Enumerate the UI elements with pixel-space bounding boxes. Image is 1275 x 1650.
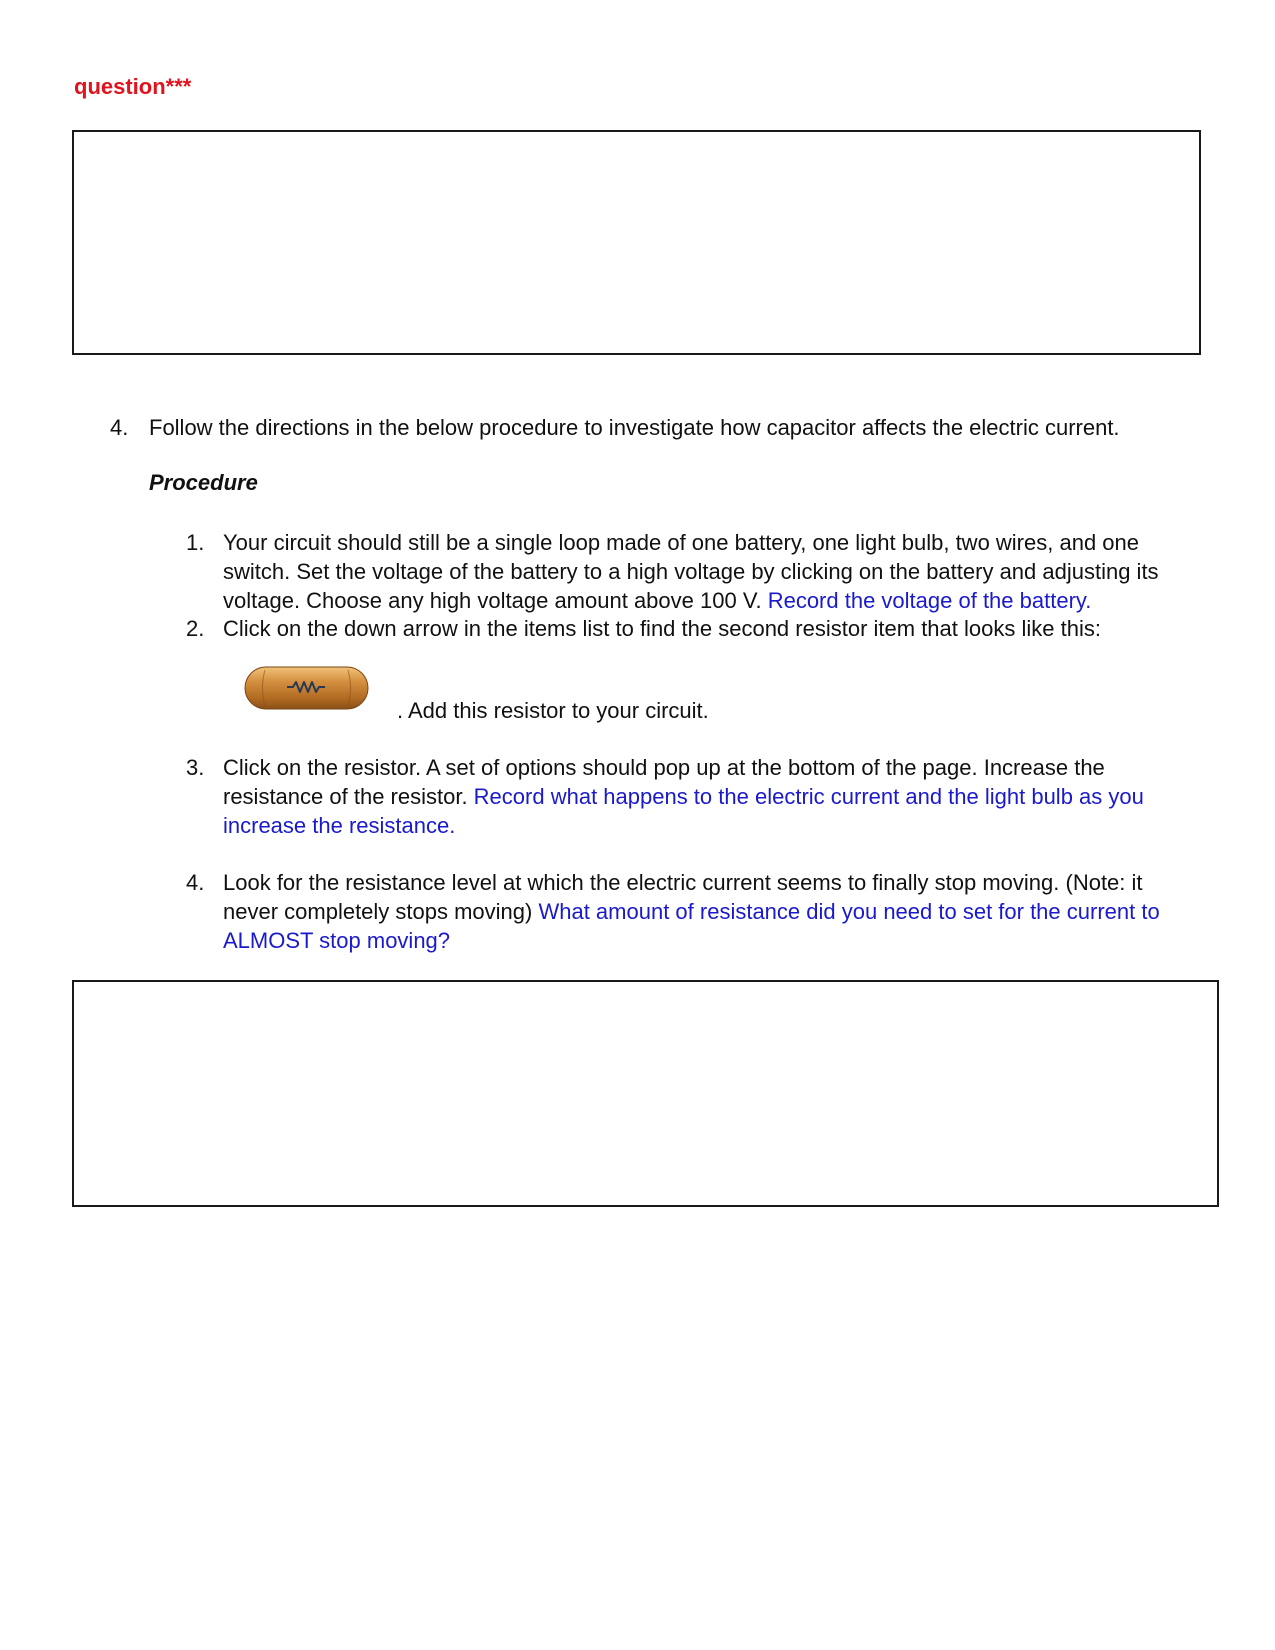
step-highlight: Record the voltage of the battery. [767,588,1092,613]
step-body [223,614,1193,643]
step-number: 4. [186,870,205,895]
step-body [223,528,1193,615]
step-highlight: Record what happens to the electric current and the light bulb as you increase the resistance. [223,784,1144,838]
resistor-icon [243,662,370,714]
item-4-text: Follow the directions in the below procedure to investigate how capacitor affects the electric current. [149,415,1120,440]
answer-box-2[interactable] [72,980,1219,1207]
step-body [223,753,1193,840]
step-text: Your circuit should still be a single loop made of one battery, one light bulb, two wires, and one switch. Set the voltage of the battery to a high voltage by clicking on the battery and adjusting its voltage. Choose any high voltage amount above 100 V. [223,530,1159,613]
question-label: question*** [74,74,192,99]
step-number: 1. [186,530,205,555]
add-resistor-text: . Add this resistor to your circuit. [397,698,709,723]
step-body [223,868,1193,955]
item-4-number: 4. [110,415,129,440]
step-number: 2. [186,616,205,641]
answer-box-1[interactable] [72,130,1201,355]
step-text: Look for the resistance level at which the electric current seems to finally stop moving. (Note: it never completely stops moving) [223,870,1143,924]
step-text: Click on the down arrow in the items list to find the second resistor item that looks like this: [223,616,1101,641]
procedure-heading: Procedure [149,470,258,495]
step-number: 3. [186,755,205,780]
step-text: Click on the resistor. A set of options should pop up at the bottom of the page. Increase the resistance of the resistor. [223,755,1105,809]
step-highlight: What amount of resistance did you need to set for the current to ALMOST stop moving? [223,899,1160,953]
